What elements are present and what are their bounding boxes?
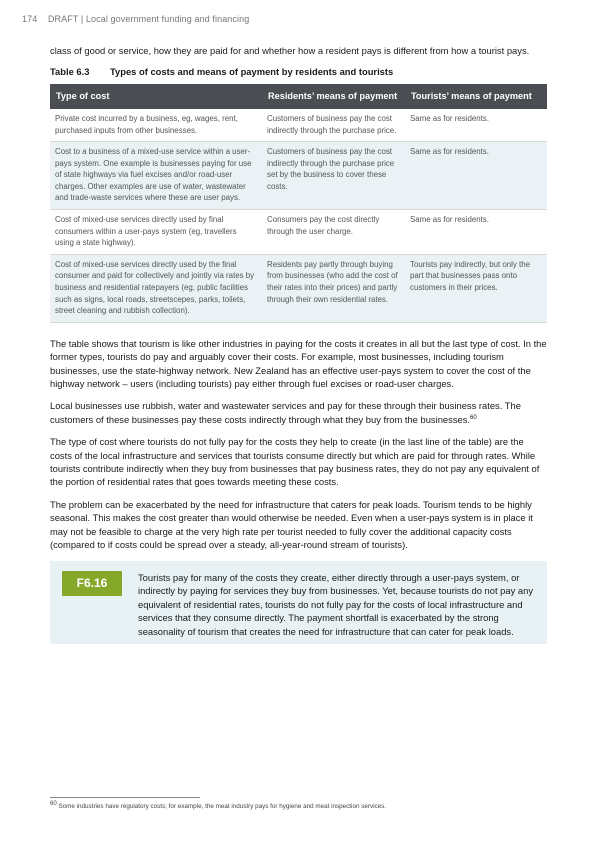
body-paragraph: The type of cost where tourists do not fully pay for the costs they help to create (in the last line of the table) are the costs of the local infrastructure and services that tourists consume directly but which are paid for through rates. While tourists contribute indirectly when they buy from businesses that pay business rates, they do not pay any equivalent of the portion of residential rates that goes towards meeting these costs. — [50, 436, 540, 488]
intro-paragraph: class of good or service, how they are paid for and whether how a resident pays is different from how a tourist pays. — [50, 45, 530, 56]
finding-text: Tourists pay for many of the costs they create, either directly through a user-pays system, or indirectly by paying for services they buy from businesses. Yet, because tourists do not pay any equivalent of residential rates, tourists do not fully pay for the costs of local infrastructure and services that they consume directly. The payment shortfall is exacerbated by the strong seasonality of tourism that creates the need for infrastructure that can cater for peak loads. — [138, 571, 534, 637]
footnote-reference[interactable]: 60 — [470, 414, 477, 421]
table-cell: Cost of mixed-use services directly used by the final consumer and paid for collectively and jointly via rates by business and residential ratepayers (eg, public facilities such as signs, local roads, streetscepes, parks, toilets, street cleaning and rubbish collection). — [50, 254, 262, 322]
header-residents-payment: Residents’ means of payment — [262, 84, 405, 109]
table-cell: Customers of business pay the cost indirectly through the purchase price set by the business to cover these costs. — [262, 142, 405, 210]
table-cell: Same as for residents. — [405, 210, 547, 255]
table-cell: Cost of mixed-use services directly used by final consumers within a user-pays system (eg, travellers using a state highway). — [50, 210, 262, 255]
running-header — [22, 14, 249, 24]
body-paragraph-text: Local businesses use rubbish, water and wastewater services and pay for these through their business rates. The customers of these businesses pay these costs indirectly through what they buy from the businesses. — [50, 400, 521, 425]
cost-payment-table — [50, 84, 547, 322]
footnote-divider — [50, 797, 200, 798]
table-cell: Consumers pay the cost directly through the user charge. — [262, 210, 405, 255]
table-cell: Cost to a business of a mixed-use service within a user-pays system. One example is businesses paying for use of state highways via fuel excises and/or road-user charges. Other examples are use of water, wastewater and trade-waste services where these are user pays. — [50, 142, 262, 210]
page-body — [50, 44, 547, 644]
page-number: 174 — [22, 14, 38, 24]
table-row — [50, 254, 547, 322]
body-paragraph: The table shows that tourism is like other industries in paying for the costs it creates in all but the last type of cost. In the former types, tourists do pay and arguably cover their costs. For example, most businesses, including tourism businesses, use the state-highway network. New Zealand has an effective user-pays system to cover the cost of the highway network – users (including tourists) pay either through fuel excises or road-user charges. — [50, 337, 547, 390]
footnote-marker: 60 — [50, 800, 57, 807]
footnote — [50, 800, 387, 810]
header-tourists-payment: Tourists’ means of payment — [405, 84, 547, 109]
table-row — [50, 210, 547, 255]
finding-box — [50, 561, 547, 645]
table-header-row — [50, 84, 547, 109]
table-cell: Residents pay partly through buying from businesses (who add the cost of their rates into their prices) and partly through their own residential rates. — [262, 254, 405, 322]
table-cell: Same as for residents. — [405, 109, 547, 142]
footnote-text: Some industries have regulatory costs; for example, the meat industry pays for hygiene and meat inspection services. — [58, 803, 387, 810]
body-paragraph: The problem can be exacerbated by the need for infrastructure that caters for peak loads. Tourism tends to be highly seasonal. This makes the cost greater than would otherwise be needed. Even when a user-pays system is in place it may not be feasible to charge at the very high rate per tourist needed to fully cover the additional capacity costs (compared to if costs could be spread over a steady, all-year-round stream of tourists). — [50, 498, 533, 551]
table-row — [50, 142, 547, 210]
table-title: Types of costs and means of payment by residents and tourists — [110, 66, 394, 78]
body-paragraph — [50, 399, 547, 426]
table-cell: Tourists pay indirectly, but only the part that businesses pass onto customers in their prices. — [405, 254, 547, 322]
table-number: Table 6.3 — [50, 66, 90, 78]
running-title: DRAFT | Local government funding and financing — [47, 14, 250, 24]
table-caption — [50, 66, 547, 77]
table-cell: Same as for residents. — [405, 142, 547, 210]
table-row — [50, 109, 547, 142]
header-type-of-cost: Type of cost — [50, 84, 262, 109]
finding-label: F6.16 — [62, 571, 122, 596]
table-cell: Private cost incurred by a business, eg, wages, rent, purchased inputs from other businesses. — [50, 109, 262, 142]
table-cell: Customers of business pay the cost indirectly through the purchase price. — [262, 109, 405, 142]
